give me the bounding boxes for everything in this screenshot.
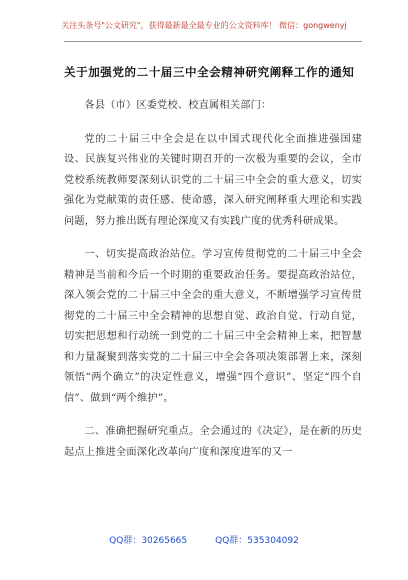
body-paragraph-section-1: 一、切实提高政治站位。学习宣传贯彻党的二十届三中全会精神是当前和今后一个时期的重要政治任务。要提高政治站位，深入领会党的二十届三中全会的重大意义，不断增强学习宣传贯彻党的二十届三中全会精神的思想自觉、政治自觉、行动自觉，切实把思想和行动统一到党的二十届三中全会精神上来，把智慧和力量凝聚到落实党的二十届三中全会各项决策部署上来，深刻领悟“两个确立”的决定性意义，增强“四个意识”、坚定“四个自信”、做到“两个维护”。 bbox=[64, 249, 362, 404]
body-paragraph-section-2: 二、准确把握研究重点。全会通过的《决定》，是在新的历史起点上推进全面深化改革向广度和深度进军的又一 bbox=[64, 426, 362, 458]
promo-header-banner: 关注头条号"公文研究"，获得最新最全最专业的公文资料库！ 微信：gongwenyj bbox=[61, 21, 347, 30]
document-title: 关于加强党的二十届三中全会精神研究阐释工作的通知 bbox=[64, 65, 355, 79]
qq-group-footer bbox=[0, 535, 408, 547]
qq-group-left: QQ群：30265665 bbox=[109, 536, 188, 546]
document-body bbox=[64, 96, 362, 476]
qq-group-right: QQ群：535304092 bbox=[215, 536, 299, 546]
header-divider bbox=[64, 41, 362, 42]
body-paragraph-intro: 党的二十届三中全会是在以中国式现代化全面推进强国建设、民族复兴伟业的关键时期召开的一次极为重要的会议，全市党校系统教师要深刻认识党的二十届三中全会的重大意义，切实强化为党献策的责任感、使命感，深入研究阐释重大理论和实践问题，努力推出既有理论深度又有实践广度的优秀科研成果。 bbox=[64, 133, 362, 227]
salutation: 各县（市）区委党校、校直属相关部门： bbox=[84, 100, 272, 111]
